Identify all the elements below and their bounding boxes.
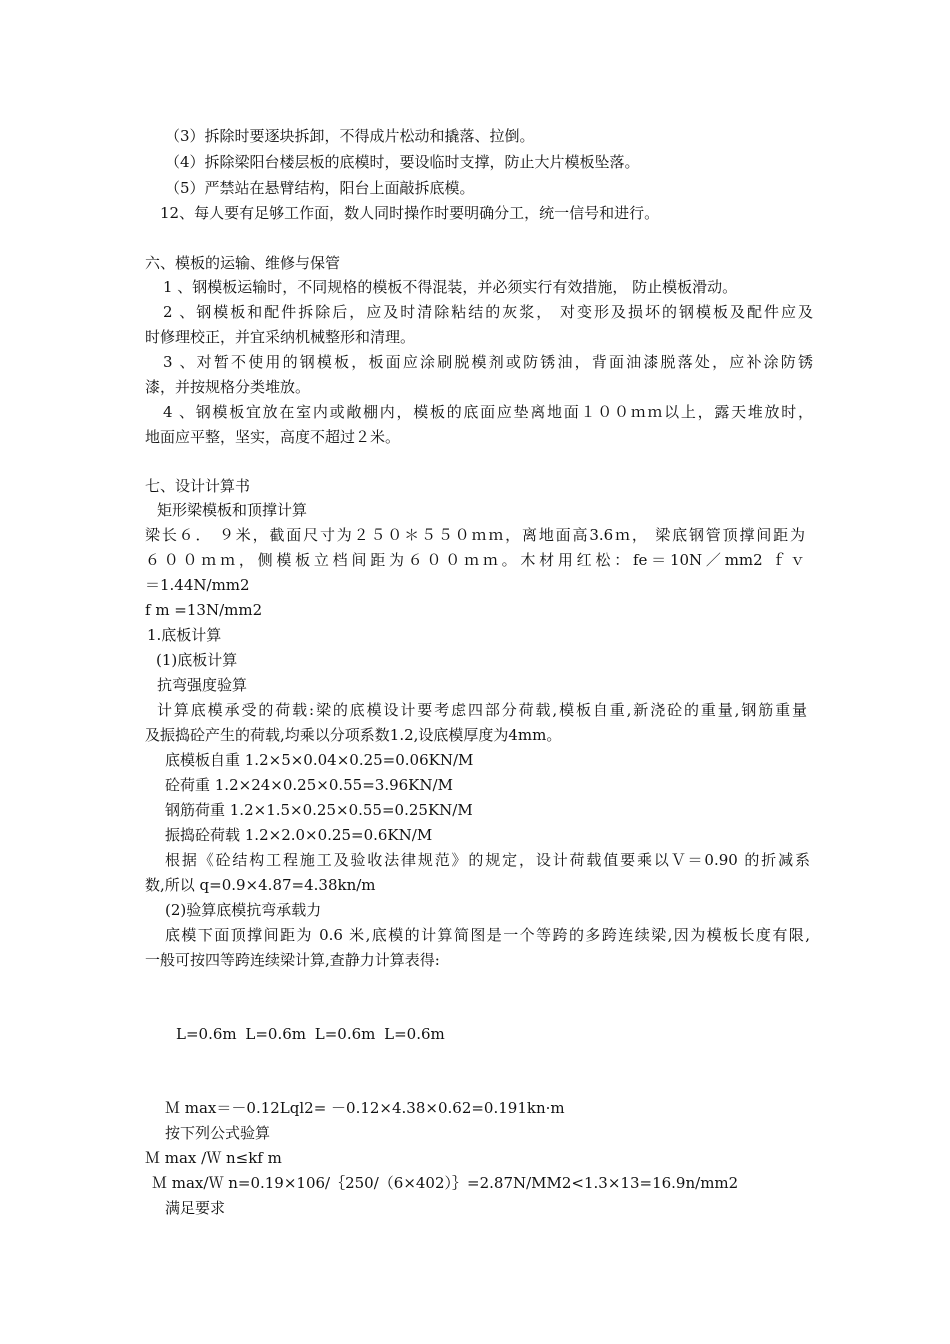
text-line: 地面应平整，坚实，高度不超过２米。 [145,428,401,446]
text-line: 时修理校正，并宜采纳机械整形和清理。 [145,328,416,346]
text-line: 3 、对暂不使用的钢模板，板面应涂刷脱模剂或防锈油，背面油漆脱落处，应补涂防锈 [163,353,813,371]
text-line: 及振捣砼产生的荷载,均乘以分项系数1.2,设底模厚度为4mm。 [145,726,562,744]
text-line: f m =13N/mm2 [145,601,263,619]
text-line: 漆，并按规格分类堆放。 [145,378,311,396]
formula-line: Ｍ max /Ｗ n≤kf m [145,1149,282,1167]
text-line: 2 、钢模板和配件拆除后，应及时清除粘结的灰浆， 对变形及损坏的钢模板及配件应及 [163,303,813,321]
text-line: 矩形梁模板和顶撑计算 [157,501,308,519]
text-line: 底模板自重 1.2×5×0.04×0.25=0.06KN/M [165,751,474,769]
text-line: 1 、钢模板运输时，不同规格的模板不得混装，并必须实行有效措施， 防止模板滑动。 [163,278,738,296]
text-line: （5）严禁站在悬臂结构，阳台上面敲拆底模。 [165,179,475,197]
text-line: （3）拆除时要逐块拆卸，不得成片松动和撬落、拉倒。 [165,127,535,145]
formula-line: Ｍ max＝－0.12Lql2= －0.12×4.38×0.62=0.191kn·m [165,1099,565,1117]
text-line: 一般可按四等跨连续梁计算,查静力计算表得: [145,951,440,969]
text-line: 振捣砼荷载 1.2×2.0×0.25=0.6KN/M [165,826,433,844]
text-line: 计算底模承受的荷载:梁的底模设计要考虑四部分荷载,模板自重,新浇砼的重量,钢筋重量 [157,701,807,719]
span-labels: L=0.6m L=0.6m L=0.6m L=0.6m [176,1025,445,1043]
text-line: ＝1.44N/mm2 [145,576,250,594]
text-line: 砼荷重 1.2×24×0.25×0.55=3.96KN/M [165,776,453,794]
text-line: 根据《砼结构工程施工及验收法律规范》的规定，设计荷载值要乘以Ｖ＝0.90 的折减系 [165,851,810,869]
text-line: (1)底板计算 [156,651,238,669]
text-line: 数,所以 q=0.9×4.87=4.38kn/m [145,876,376,894]
text-line: 梁长６． ９米，截面尺寸为２５０＊５５０ｍｍ，离地面高3.6ｍ， 梁底钢管顶撑间距为 [145,526,805,544]
text-line: 满足要求 [165,1199,226,1217]
text-line: 按下列公式验算 [165,1124,271,1142]
text-line: 钢筋荷重 1.2×1.5×0.25×0.55=0.25KN/M [165,801,473,819]
text-line: 1.底板计算 [147,626,222,644]
text-line: 底模下面顶撑间距为 0.6 米,底模的计算简图是一个等跨的多跨连续梁,因为模板长度有限, [165,926,810,944]
text-line: （4）拆除梁阳台楼层板的底模时，要设临时支撑，防止大片模板坠落。 [165,153,640,171]
text-line: 12、每人要有足够工作面，数人同时操作时要明确分工，统一信号和进行。 [160,204,660,222]
formula-line: Ｍ max/Ｗ n=0.19×106/｛250/（6×402）｝=2.87N/MM2<1.3×13=16.9n/mm2 [152,1174,739,1192]
text-line: ６００ｍｍ，侧模板立档间距为６００ｍｍ。木材用红松：fe＝10N／mm2 ｆｖ [145,551,805,569]
section-heading: 六、模板的运输、维修与保管 [145,254,341,272]
text-line: (2)验算底模抗弯承载力 [165,901,322,919]
text-line: 4 、钢模板宜放在室内或敞棚内，模板的底面应垫离地面１００ｍｍ以上，露天堆放时， [163,403,813,421]
section-heading: 七、设计计算书 [145,477,251,495]
text-line: 抗弯强度验算 [157,676,248,694]
